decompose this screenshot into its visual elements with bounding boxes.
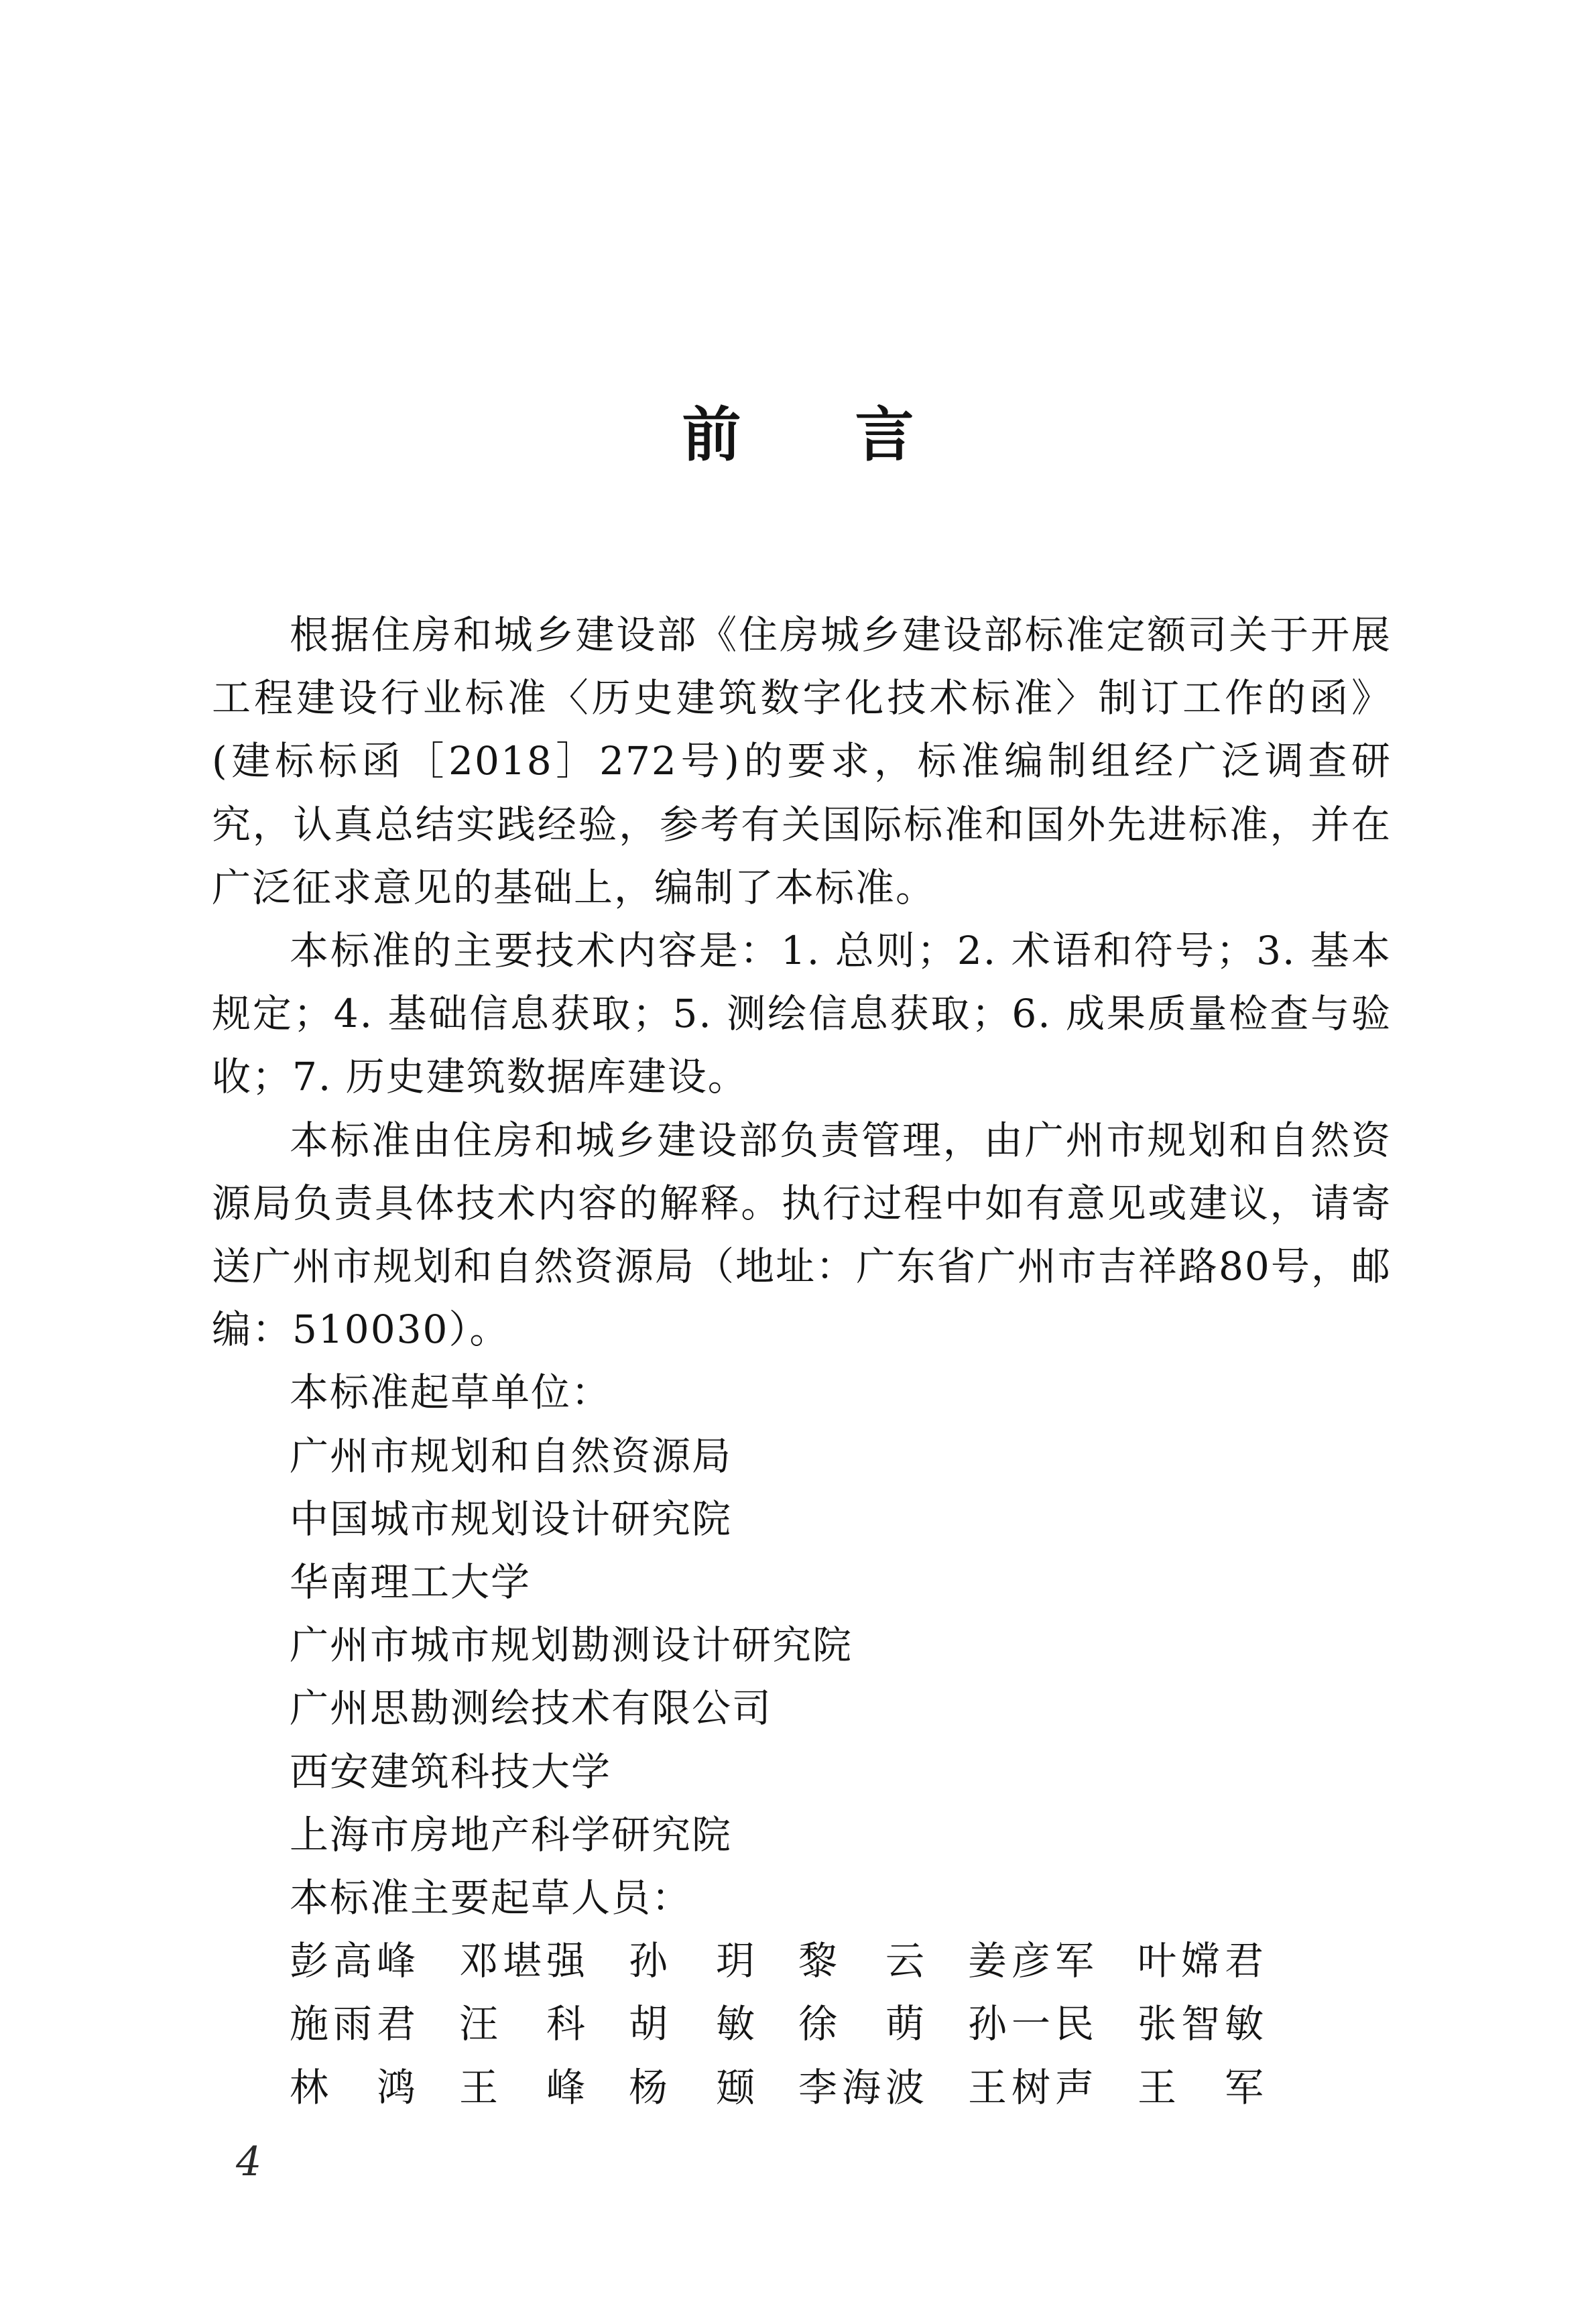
person-name: 叶嫦君 (1138, 1938, 1265, 1984)
person-name: 杨 颋 (629, 2064, 756, 2110)
person-name: 彭高峰 (290, 1938, 417, 1984)
unit-item: 广州市规划和自然资源局 (290, 1433, 733, 1479)
preface-body (212, 603, 1392, 2119)
person-name: 王 军 (1138, 2064, 1265, 2110)
person-name: 汪 科 (459, 2001, 587, 2047)
person-name: 施雨君 (290, 2001, 417, 2047)
persons-heading: 本标准主要起草人员： (290, 1875, 692, 1921)
person-name: 孙一民 (968, 2001, 1095, 2047)
unit-item: 上海市房地产科学研究院 (290, 1811, 733, 1858)
persons-list (212, 1929, 1392, 2119)
paragraph-contents: 本标准的主要技术内容是：1. 总则；2. 术语和符号；3. 基本规定；4. 基础信息获取；5. 测绘信息获取；6. 成果质量检查与验收；7. 历史建筑数据库建设。 (212, 928, 1392, 1100)
person-name: 黎 云 (798, 1938, 926, 1984)
paragraph-management: 本标准由住房和城乡建设部负责管理，由广州市规划和自然资源局负责具体技术内容的解释。执行过程中如有意见或建议，请寄送广州市规划和自然资源局（地址：广东省广州市吉祥路80号，邮编：510030）。 (212, 1117, 1392, 1353)
person-name: 王树声 (968, 2064, 1095, 2110)
title-char-1: 前 (682, 400, 741, 469)
persons-row (290, 2056, 1392, 2119)
unit-item: 华南理工大学 (290, 1559, 532, 1605)
persons-row (290, 1992, 1392, 2055)
person-name: 孙 玥 (629, 1938, 756, 1984)
units-heading: 本标准起草单位： (290, 1370, 612, 1416)
page-title (0, 400, 1596, 469)
person-name: 姜彦军 (968, 1938, 1095, 1984)
person-name: 王 峰 (459, 2064, 587, 2110)
title-char-2: 言 (855, 400, 914, 469)
unit-item: 西安建筑科技大学 (290, 1748, 612, 1795)
persons-row (290, 1929, 1392, 1992)
person-name: 邓堪强 (459, 1938, 587, 1984)
person-name: 徐 萌 (798, 2001, 926, 2047)
person-name: 胡 敏 (629, 2001, 756, 2047)
paragraph-basis: 根据住房和城乡建设部《住房城乡建设部标准定额司关于开展工程建设行业标准〈历史建筑数字化技术标准〉制订工作的函》(建标标函［2018］272号)的要求，标准编制组经广泛调查研究，认真总结实践经验，参考有关国际标准和国外先进标准，并在广泛征求意见的基础上，编制了本标准。 (212, 612, 1392, 910)
unit-item: 中国城市规划设计研究院 (290, 1496, 733, 1542)
person-name: 张智敏 (1138, 2001, 1265, 2047)
unit-item: 广州思勘测绘技术有限公司 (290, 1685, 773, 1731)
person-name: 李海波 (798, 2064, 926, 2110)
page-number: 4 (236, 2138, 262, 2185)
person-name: 林 鸿 (290, 2064, 417, 2110)
unit-item: 广州市城市规划勘测设计研究院 (290, 1622, 853, 1668)
